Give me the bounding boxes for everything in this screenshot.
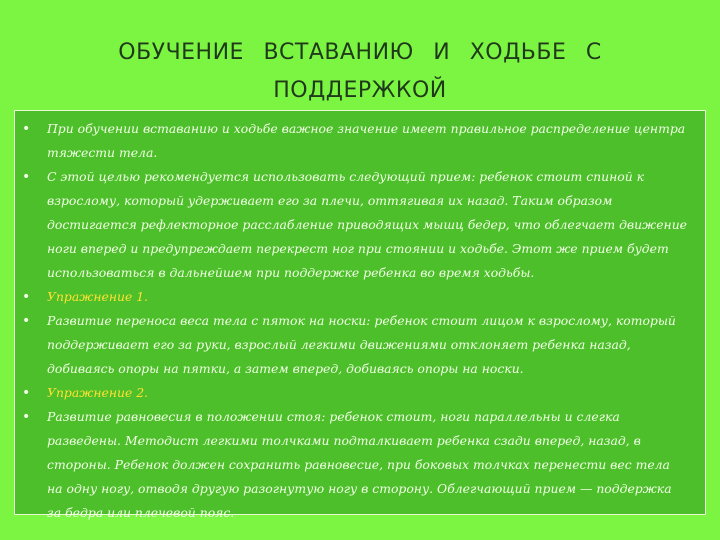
bullet-text: Упражнение 2. bbox=[47, 385, 149, 400]
bullet-item-center-of-gravity bbox=[15, 117, 707, 165]
bullet-item-exercise-2-description bbox=[15, 405, 707, 525]
bullet-text: Развитие переноса веса тела с пяток на носки: ребенок стоит лицом к взрослому, который поддерживает его за руки, взрослый легкими движениями отклоняет ребенка назад, добиваясь опоры на пятки, а затем вперед, добиваясь опоры на носки. bbox=[47, 313, 676, 376]
bullet-item-exercise-1-description bbox=[15, 309, 707, 381]
bullet-list bbox=[15, 117, 707, 525]
bullet-dot-icon: • bbox=[22, 121, 31, 137]
bullet-item-exercise-1-heading bbox=[15, 285, 707, 309]
bullet-item-exercise-2-heading bbox=[15, 381, 707, 405]
slide-title-line-1: ОБУЧЕНИЕ ВСТАВАНИЮ И ХОДЬБЕ С bbox=[118, 40, 602, 65]
content-panel bbox=[14, 110, 706, 520]
slide-title-line-2: ПОДДЕРЖКОЙ bbox=[273, 78, 447, 103]
bullet-item-shoulder-hold-technique bbox=[15, 165, 707, 285]
bullet-text: При обучении вставанию и ходьбе важное значение имеет правильное распределение центра тяжести тела. bbox=[47, 121, 686, 160]
bullet-dot-icon: • bbox=[22, 289, 31, 305]
bullet-text: С этой целью рекомендуется использовать следующий прием: ребенок стоит спиной к взрослому, который удерживает его за плечи, оттягивая их назад. Таким образом достигается рефлекторное расслабление приводящих мышц бедер, что облегчает движение ноги вперед и предупреждает перекрест ног при стоянии и ходьбе. Этот же прием будет использоваться в дальнейшем при поддержке ребенка во время ходьбы. bbox=[47, 169, 688, 280]
bullet-text: Упражнение 1. bbox=[47, 289, 149, 304]
bullet-dot-icon: • bbox=[22, 169, 31, 185]
bullet-dot-icon: • bbox=[22, 313, 31, 329]
bullet-dot-icon: • bbox=[22, 409, 31, 425]
bullet-text: Развитие равновесия в положении стоя: ребенок стоит, ноги параллельны и слегка разведены. Методист легкими толчками подталкивает ребенка сзади вперед, назад, в стороны. Ребенок должен сохранить равновесие, при боковых толчках перенести вес тела на одну ногу, отводя другую разогнутую ногу в сторону. Облегчающий прием — поддержка за бедра или плечевой пояс. bbox=[47, 409, 672, 520]
bullet-dot-icon: • bbox=[22, 385, 31, 401]
slide-title bbox=[40, 34, 680, 110]
